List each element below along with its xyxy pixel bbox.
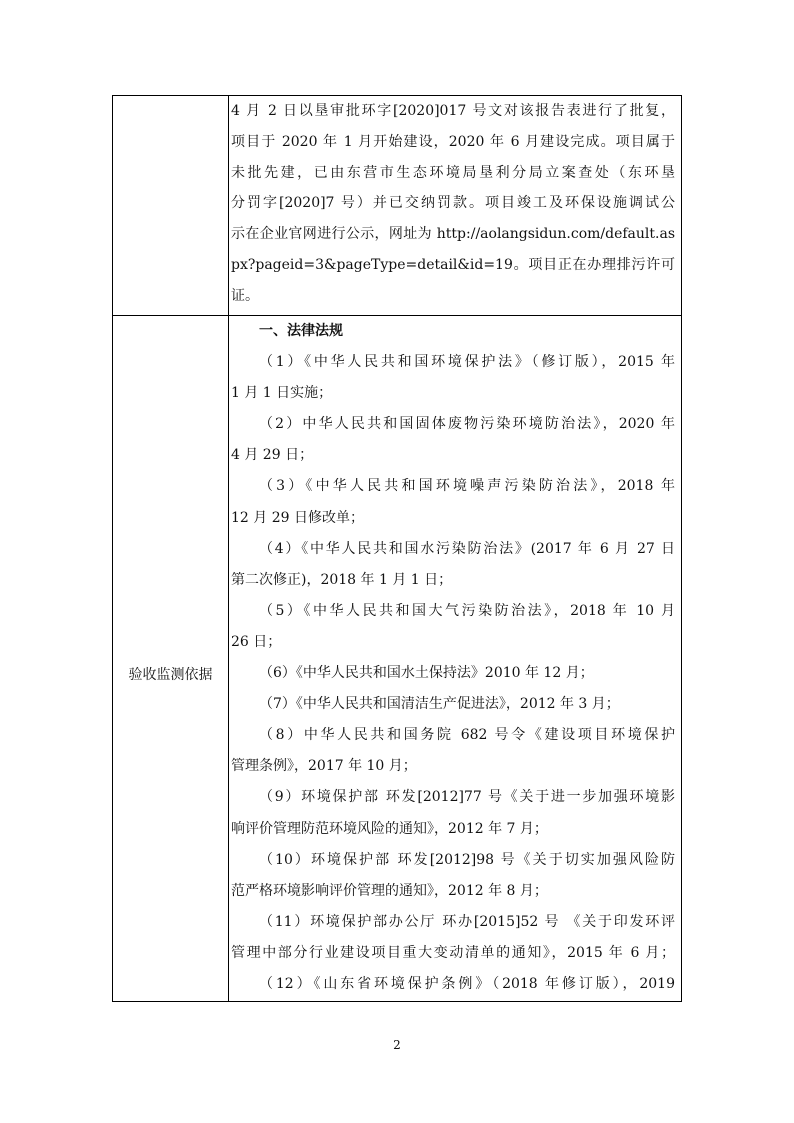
regulation-line: 1 月 1 日实施； [231,385,333,402]
regulation-line: 第二次修正)，2018 年 1 月 1 日； [231,571,453,588]
regulation-line: 12 月 29 日修改单； [231,509,364,526]
text-line: 4 月 2 日以垦审批环字[2020]017 号文对该报告表进行了批复， [231,103,675,119]
regulation-line: 管理中部分行业建设项目重大变动清单的通知》，2015 年 6 月； [231,944,675,961]
text-line: 证。 [231,287,259,304]
regulation-line: （11）环境保护部办公厅 环办[2015]52 号 《关于印发环评 [259,913,675,930]
regulation-line: （12）《山东省环境保护条例》（2018 年修订版），2019 [259,975,675,992]
regulation-line: （7）《中华人民共和国清洁生产促进法》，2012 年 3 月； [259,696,620,713]
project-status-cell [231,96,675,315]
text-line: 分罚字[2020]7 号）并已交纳罚款。项目竣工及环保设施调试公 [231,195,675,212]
text-line: px?pageid=3&pageType=detail&id=19。项目正在办理排污许可 [231,256,675,273]
regulation-line: 26 日； [231,633,282,650]
regulation-line: （4）《中华人民共和国水污染防治法》(2017 年 6 月 27 日 [259,540,675,557]
column-divider [228,96,229,1001]
regulation-line: （2）中华人民共和国固体废物污染环境防治法》，2020 年 [259,416,675,433]
regulation-line: （5）《中华人民共和国大气污染防治法》，2018 年 10 月 [259,602,675,619]
regulation-line: （8）中华人民共和国务院 682 号令《建设项目环境保护 [259,727,675,744]
regulation-line: 4 月 29 日； [231,447,314,464]
text-line: 未批先建，已由东营市生态环境局垦利分局立案查处（东环垦 [231,164,675,181]
regulation-line: （1）《中华人民共和国环境保护法》（修订版），2015 年 [259,354,675,371]
row-label-acceptance-basis: 验收监测依据 [128,666,213,683]
document-table [112,95,682,1002]
regulation-line: （6）《中华人民共和国水土保持法》2010 年 12 月； [259,665,594,682]
regulation-line: （9）环境保护部 环发[2012]77 号《关于进一步加强环境影 [259,789,675,806]
regulation-line: 管理条例》，2017 年 10 月； [231,758,417,775]
regulation-line: （10）环境保护部 环发[2012]98 号《关于切实加强风险防 [259,851,675,868]
page-number: 2 [393,1038,401,1052]
regulation-line: 响评价管理防范环境风险的通知》，2012 年 7 月； [231,820,548,837]
regulation-line: 范严格环境影响评价管理的通知》，2012 年 8 月； [231,882,548,899]
regulation-line: （3）《中华人民共和国环境噪声污染防治法》，2018 年 [259,478,675,495]
legal-basis-cell [231,316,675,1001]
text-line: 示在企业官网进行公示，网址为 http://aolangsidun.com/default.as [231,226,675,243]
section-heading: 一、法律法规 [259,323,343,339]
text-line: 项目于 2020 年 1 月开始建设，2020 年 6 月建设完成。项目属于 [231,133,675,150]
